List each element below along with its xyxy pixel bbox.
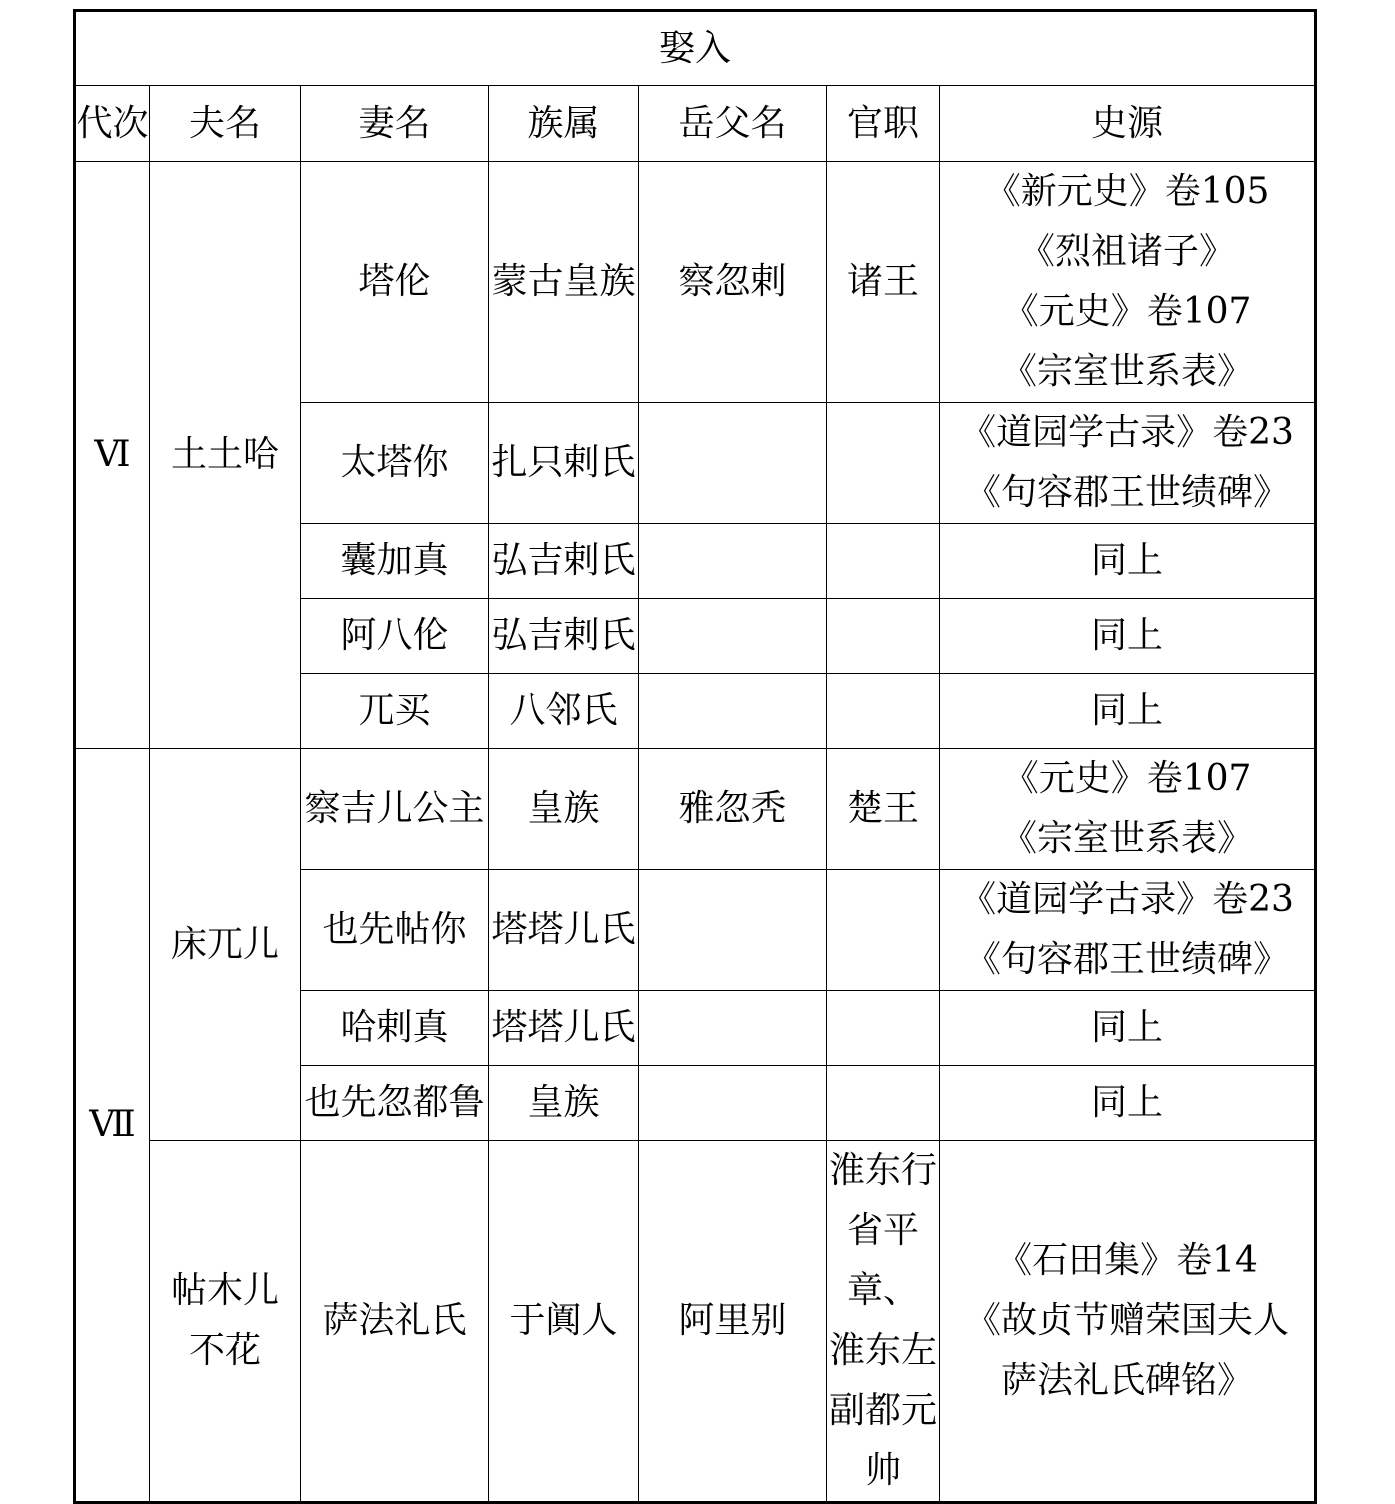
generation-cell: Ⅶ — [75, 749, 150, 1503]
clan-cell: 蒙古皇族 — [489, 162, 639, 403]
source-cell-line: 《元史》卷107 — [1002, 758, 1252, 799]
source-cell-line: 《石田集》卷14 — [996, 1240, 1258, 1281]
office-cell-line: 帅 — [864, 1450, 901, 1491]
source-cell-line: 《宗室世系表》 — [1001, 351, 1254, 392]
father-in-law-cell — [639, 524, 827, 599]
source-cell-line: 同上 — [1091, 1007, 1164, 1048]
office-cell — [827, 162, 940, 403]
office-cell — [827, 599, 940, 674]
generation-cell: Ⅵ — [75, 162, 150, 749]
father-in-law-cell: 察忽剌 — [639, 162, 827, 403]
clan-cell: 八邻氏 — [489, 674, 639, 749]
source-cell-line: 《故贞节赠荣国夫人 — [965, 1300, 1290, 1341]
table-row — [75, 1141, 1316, 1503]
father-in-law-cell: 雅忽秃 — [639, 749, 827, 870]
husband-name-cell — [150, 162, 301, 749]
office-cell-line: 诸王 — [846, 261, 919, 302]
wife-name-cell: 塔伦 — [301, 162, 489, 403]
source-cell — [940, 1066, 1316, 1141]
father-in-law-cell: 阿里别 — [639, 1141, 827, 1503]
title-row — [75, 11, 1316, 86]
header-clan: 族属 — [489, 86, 639, 162]
clan-cell: 弘吉剌氏 — [489, 599, 639, 674]
table-row — [75, 162, 1316, 403]
source-cell-line: 《宗室世系表》 — [1001, 818, 1254, 859]
source-cell-line: 《元史》卷107 — [1002, 291, 1252, 332]
father-in-law-cell — [639, 991, 827, 1066]
father-in-law-cell — [639, 870, 827, 991]
clan-cell: 于阗人 — [489, 1141, 639, 1503]
office-cell-line: 淮东左 — [828, 1330, 937, 1371]
office-cell — [827, 991, 940, 1066]
wife-name-cell: 也先忽都鲁 — [301, 1066, 489, 1141]
clan-cell: 扎只剌氏 — [489, 403, 639, 524]
header-row — [75, 86, 1316, 162]
clan-cell: 弘吉剌氏 — [489, 524, 639, 599]
father-in-law-cell — [639, 599, 827, 674]
wife-name-cell: 太塔你 — [301, 403, 489, 524]
office-cell — [827, 870, 940, 991]
wife-name-cell: 也先帖你 — [301, 870, 489, 991]
husband-name-cell — [150, 749, 301, 1141]
office-cell — [827, 1066, 940, 1141]
wife-name-cell: 察吉儿公主 — [301, 749, 489, 870]
wife-name-cell: 哈剌真 — [301, 991, 489, 1066]
source-cell-line: 同上 — [1091, 1082, 1164, 1123]
source-cell-line: 同上 — [1091, 615, 1164, 656]
source-cell-line: 同上 — [1091, 540, 1164, 581]
clan-cell: 塔塔儿氏 — [489, 991, 639, 1066]
source-cell-line: 同上 — [1091, 690, 1164, 731]
office-cell — [827, 1141, 940, 1503]
source-cell — [940, 162, 1316, 403]
table-title: 娶入 — [75, 11, 1316, 86]
husband-name-cell-line: 不花 — [188, 1330, 261, 1371]
source-cell-line: 《道园学古录》卷23 — [960, 412, 1294, 453]
table-row — [75, 749, 1316, 870]
table-body — [75, 11, 1316, 1503]
source-cell — [940, 674, 1316, 749]
husband-name-cell-line: 帖木儿 — [170, 1270, 279, 1311]
header-generation: 代次 — [75, 86, 150, 162]
header-source: 史源 — [940, 86, 1316, 162]
source-cell — [940, 749, 1316, 870]
wife-name-cell: 阿八伦 — [301, 599, 489, 674]
office-cell-line: 省平章、 — [846, 1210, 919, 1311]
office-cell — [827, 524, 940, 599]
office-cell-line: 楚王 — [846, 788, 919, 829]
clan-cell: 塔塔儿氏 — [489, 870, 639, 991]
header-father-in-law: 岳父名 — [639, 86, 827, 162]
wife-name-cell: 萨法礼氏 — [301, 1141, 489, 1503]
clan-cell: 皇族 — [489, 749, 639, 870]
source-cell-line: 《句容郡王世绩碑》 — [965, 472, 1290, 513]
husband-name-cell — [150, 1141, 301, 1503]
source-cell-line: 《烈祖诸子》 — [1019, 231, 1236, 272]
office-cell-line: 副都元 — [828, 1390, 937, 1431]
source-cell — [940, 403, 1316, 524]
wife-name-cell: 兀买 — [301, 674, 489, 749]
husband-name-cell-line: 土土哈 — [170, 434, 279, 475]
source-cell — [940, 991, 1316, 1066]
office-cell — [827, 749, 940, 870]
husband-name-cell-line: 床兀儿 — [170, 923, 279, 965]
source-cell-line: 萨法礼氏碑铭》 — [1001, 1360, 1254, 1401]
source-cell — [940, 1141, 1316, 1503]
marriage-table — [73, 9, 1317, 1504]
office-cell — [827, 674, 940, 749]
father-in-law-cell — [639, 1066, 827, 1141]
source-cell — [940, 870, 1316, 991]
source-cell-line: 《新元史》卷105 — [984, 171, 1270, 212]
header-husband: 夫名 — [150, 86, 301, 162]
office-cell-line: 淮东行 — [828, 1150, 937, 1191]
father-in-law-cell — [639, 403, 827, 524]
clan-cell: 皇族 — [489, 1066, 639, 1141]
source-cell-line: 《道园学古录》卷23 — [960, 879, 1294, 920]
source-cell — [940, 599, 1316, 674]
header-wife: 妻名 — [301, 86, 489, 162]
source-cell — [940, 524, 1316, 599]
header-office: 官职 — [827, 86, 940, 162]
father-in-law-cell — [639, 674, 827, 749]
office-cell — [827, 403, 940, 524]
source-cell-line: 《句容郡王世绩碑》 — [965, 939, 1290, 980]
wife-name-cell: 囊加真 — [301, 524, 489, 599]
